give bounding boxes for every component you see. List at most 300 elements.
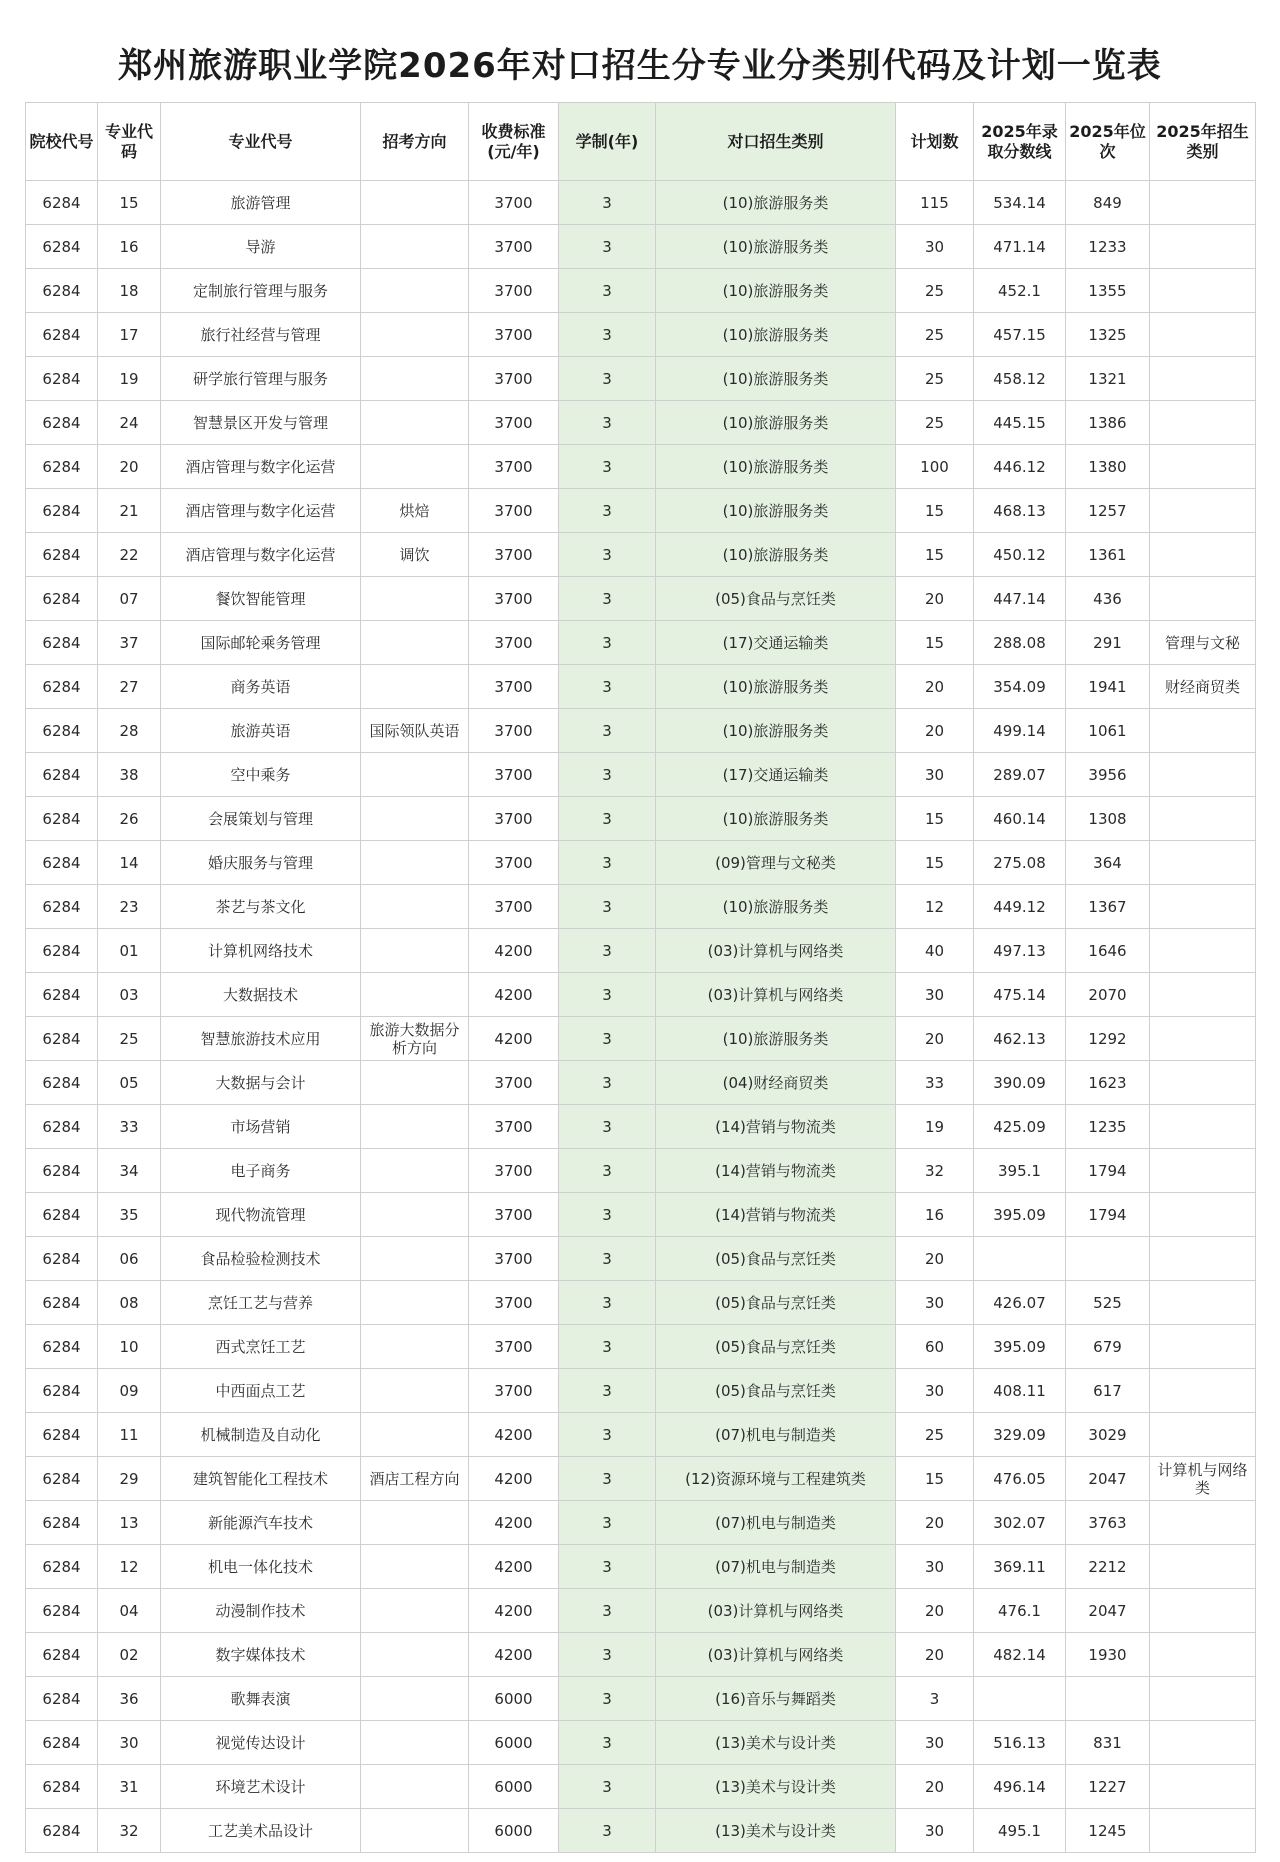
cell-category: (10)旅游服务类 <box>656 401 896 445</box>
table-row <box>26 1237 1256 1281</box>
header-major-name: 专业代号 <box>161 103 361 181</box>
cell-direction <box>361 1501 469 1545</box>
table-row <box>26 225 1256 269</box>
cell-score-2025: 468.13 <box>974 489 1066 533</box>
header-score-2025: 2025年录取分数线 <box>974 103 1066 181</box>
cell-plan: 115 <box>896 181 974 225</box>
table-row <box>26 533 1256 577</box>
cell-score-2025: 329.09 <box>974 1413 1066 1457</box>
cell-category: (13)美术与设计类 <box>656 1809 896 1853</box>
cell-direction <box>361 181 469 225</box>
cell-direction <box>361 621 469 665</box>
cell-rank-2025: 2212 <box>1066 1545 1150 1589</box>
cell-direction <box>361 1237 469 1281</box>
cell-duration: 3 <box>559 797 656 841</box>
cell-type-2025 <box>1150 1501 1256 1545</box>
table-row <box>26 885 1256 929</box>
cell-rank-2025: 1235 <box>1066 1105 1150 1149</box>
cell-rank-2025: 1794 <box>1066 1149 1150 1193</box>
cell-fee: 3700 <box>469 357 559 401</box>
table-row <box>26 1457 1256 1501</box>
table-row <box>26 929 1256 973</box>
cell-school-code: 6284 <box>26 885 98 929</box>
cell-school-code: 6284 <box>26 1545 98 1589</box>
cell-major-name: 中西面点工艺 <box>161 1369 361 1413</box>
cell-duration: 3 <box>559 1809 656 1853</box>
cell-fee: 4200 <box>469 929 559 973</box>
cell-duration: 3 <box>559 665 656 709</box>
cell-school-code: 6284 <box>26 1149 98 1193</box>
cell-type-2025 <box>1150 1809 1256 1853</box>
cell-major-code: 24 <box>98 401 161 445</box>
cell-duration: 3 <box>559 1105 656 1149</box>
cell-rank-2025: 1257 <box>1066 489 1150 533</box>
cell-direction <box>361 1721 469 1765</box>
cell-score-2025: 450.12 <box>974 533 1066 577</box>
cell-type-2025 <box>1150 841 1256 885</box>
cell-direction <box>361 1765 469 1809</box>
cell-major-name: 酒店管理与数字化运营 <box>161 489 361 533</box>
cell-category: (14)营销与物流类 <box>656 1105 896 1149</box>
header-fee: 收费标准(元/年) <box>469 103 559 181</box>
cell-fee: 6000 <box>469 1677 559 1721</box>
cell-type-2025 <box>1150 709 1256 753</box>
cell-category: (05)食品与烹饪类 <box>656 1281 896 1325</box>
cell-type-2025 <box>1150 1061 1256 1105</box>
cell-category: (10)旅游服务类 <box>656 797 896 841</box>
table-row <box>26 1281 1256 1325</box>
cell-school-code: 6284 <box>26 533 98 577</box>
cell-school-code: 6284 <box>26 1501 98 1545</box>
cell-type-2025 <box>1150 1149 1256 1193</box>
cell-rank-2025: 1623 <box>1066 1061 1150 1105</box>
cell-type-2025 <box>1150 1325 1256 1369</box>
cell-type-2025 <box>1150 313 1256 357</box>
cell-type-2025 <box>1150 1413 1256 1457</box>
cell-school-code: 6284 <box>26 577 98 621</box>
cell-major-name: 建筑智能化工程技术 <box>161 1457 361 1501</box>
cell-fee: 3700 <box>469 489 559 533</box>
table-row <box>26 1193 1256 1237</box>
cell-plan: 30 <box>896 225 974 269</box>
cell-duration: 3 <box>559 1501 656 1545</box>
cell-plan: 60 <box>896 1325 974 1369</box>
cell-rank-2025: 525 <box>1066 1281 1150 1325</box>
cell-major-name: 旅行社经营与管理 <box>161 313 361 357</box>
cell-score-2025: 369.11 <box>974 1545 1066 1589</box>
table-row <box>26 973 1256 1017</box>
cell-direction <box>361 401 469 445</box>
cell-score-2025: 390.09 <box>974 1061 1066 1105</box>
cell-major-code: 25 <box>98 1017 161 1061</box>
cell-score-2025: 476.05 <box>974 1457 1066 1501</box>
cell-rank-2025: 3029 <box>1066 1413 1150 1457</box>
cell-major-name: 定制旅行管理与服务 <box>161 269 361 313</box>
table-row <box>26 357 1256 401</box>
cell-type-2025 <box>1150 225 1256 269</box>
table-row <box>26 1677 1256 1721</box>
header-type-2025: 2025年招生类别 <box>1150 103 1256 181</box>
cell-duration: 3 <box>559 709 656 753</box>
table-row <box>26 797 1256 841</box>
cell-duration: 3 <box>559 1237 656 1281</box>
table-row <box>26 489 1256 533</box>
cell-major-name: 旅游管理 <box>161 181 361 225</box>
cell-category: (10)旅游服务类 <box>656 533 896 577</box>
cell-duration: 3 <box>559 1545 656 1589</box>
cell-score-2025: 534.14 <box>974 181 1066 225</box>
cell-category: (10)旅游服务类 <box>656 489 896 533</box>
cell-direction: 旅游大数据分析方向 <box>361 1017 469 1061</box>
cell-plan: 33 <box>896 1061 974 1105</box>
cell-fee: 4200 <box>469 1545 559 1589</box>
cell-type-2025 <box>1150 357 1256 401</box>
cell-major-code: 29 <box>98 1457 161 1501</box>
cell-major-name: 机械制造及自动化 <box>161 1413 361 1457</box>
cell-rank-2025: 2070 <box>1066 973 1150 1017</box>
cell-major-code: 38 <box>98 753 161 797</box>
cell-plan: 30 <box>896 973 974 1017</box>
cell-rank-2025: 1361 <box>1066 533 1150 577</box>
cell-plan: 19 <box>896 1105 974 1149</box>
cell-direction <box>361 841 469 885</box>
cell-direction <box>361 1589 469 1633</box>
cell-type-2025 <box>1150 445 1256 489</box>
cell-plan: 15 <box>896 621 974 665</box>
cell-major-name: 市场营销 <box>161 1105 361 1149</box>
cell-major-name: 大数据技术 <box>161 973 361 1017</box>
cell-duration: 3 <box>559 753 656 797</box>
cell-score-2025: 482.14 <box>974 1633 1066 1677</box>
cell-major-code: 23 <box>98 885 161 929</box>
cell-type-2025 <box>1150 973 1256 1017</box>
cell-rank-2025: 1308 <box>1066 797 1150 841</box>
cell-rank-2025: 1321 <box>1066 357 1150 401</box>
cell-plan: 25 <box>896 269 974 313</box>
cell-major-code: 33 <box>98 1105 161 1149</box>
table-row <box>26 1061 1256 1105</box>
cell-plan: 12 <box>896 885 974 929</box>
cell-score-2025: 289.07 <box>974 753 1066 797</box>
cell-school-code: 6284 <box>26 1413 98 1457</box>
cell-fee: 3700 <box>469 1149 559 1193</box>
cell-direction <box>361 445 469 489</box>
cell-fee: 3700 <box>469 1193 559 1237</box>
cell-category: (07)机电与制造类 <box>656 1545 896 1589</box>
cell-school-code: 6284 <box>26 753 98 797</box>
cell-type-2025 <box>1150 489 1256 533</box>
cell-rank-2025: 3956 <box>1066 753 1150 797</box>
cell-rank-2025: 1367 <box>1066 885 1150 929</box>
cell-major-name: 餐饮智能管理 <box>161 577 361 621</box>
cell-plan: 25 <box>896 401 974 445</box>
cell-duration: 3 <box>559 1677 656 1721</box>
cell-type-2025 <box>1150 533 1256 577</box>
cell-type-2025 <box>1150 1193 1256 1237</box>
cell-type-2025 <box>1150 1281 1256 1325</box>
cell-school-code: 6284 <box>26 1677 98 1721</box>
cell-direction <box>361 1369 469 1413</box>
cell-fee: 3700 <box>469 1325 559 1369</box>
cell-category: (10)旅游服务类 <box>656 445 896 489</box>
cell-direction: 酒店工程方向 <box>361 1457 469 1501</box>
table-row <box>26 1721 1256 1765</box>
cell-major-code: 26 <box>98 797 161 841</box>
cell-type-2025 <box>1150 401 1256 445</box>
cell-major-code: 37 <box>98 621 161 665</box>
cell-category: (14)营销与物流类 <box>656 1193 896 1237</box>
cell-fee: 4200 <box>469 1017 559 1061</box>
cell-major-name: 歌舞表演 <box>161 1677 361 1721</box>
cell-fee: 6000 <box>469 1721 559 1765</box>
header-rank-2025: 2025年位次 <box>1066 103 1150 181</box>
table-row <box>26 665 1256 709</box>
cell-major-code: 07 <box>98 577 161 621</box>
cell-rank-2025: 1325 <box>1066 313 1150 357</box>
cell-category: (05)食品与烹饪类 <box>656 1237 896 1281</box>
cell-category: (10)旅游服务类 <box>656 709 896 753</box>
cell-direction <box>361 1545 469 1589</box>
cell-major-code: 22 <box>98 533 161 577</box>
cell-score-2025: 449.12 <box>974 885 1066 929</box>
cell-school-code: 6284 <box>26 841 98 885</box>
cell-major-code: 28 <box>98 709 161 753</box>
cell-category: (03)计算机与网络类 <box>656 929 896 973</box>
cell-plan: 30 <box>896 1545 974 1589</box>
table-row <box>26 841 1256 885</box>
cell-score-2025: 516.13 <box>974 1721 1066 1765</box>
cell-type-2025 <box>1150 1765 1256 1809</box>
cell-major-code: 05 <box>98 1061 161 1105</box>
cell-category: (10)旅游服务类 <box>656 181 896 225</box>
cell-major-code: 16 <box>98 225 161 269</box>
cell-rank-2025: 1245 <box>1066 1809 1150 1853</box>
cell-rank-2025: 617 <box>1066 1369 1150 1413</box>
cell-duration: 3 <box>559 533 656 577</box>
cell-major-name: 新能源汽车技术 <box>161 1501 361 1545</box>
cell-category: (04)财经商贸类 <box>656 1061 896 1105</box>
enrollment-plan-table <box>25 102 1256 1853</box>
cell-category: (05)食品与烹饪类 <box>656 577 896 621</box>
cell-major-code: 06 <box>98 1237 161 1281</box>
cell-fee: 3700 <box>469 797 559 841</box>
table-row <box>26 1369 1256 1413</box>
table-row <box>26 1545 1256 1589</box>
cell-category: (10)旅游服务类 <box>656 269 896 313</box>
cell-major-code: 32 <box>98 1809 161 1853</box>
cell-direction <box>361 1809 469 1853</box>
cell-plan: 20 <box>896 1017 974 1061</box>
table-row <box>26 753 1256 797</box>
cell-major-code: 13 <box>98 1501 161 1545</box>
cell-score-2025: 462.13 <box>974 1017 1066 1061</box>
cell-rank-2025: 2047 <box>1066 1589 1150 1633</box>
cell-plan: 25 <box>896 357 974 401</box>
cell-school-code: 6284 <box>26 313 98 357</box>
cell-fee: 3700 <box>469 225 559 269</box>
cell-duration: 3 <box>559 1765 656 1809</box>
cell-category: (07)机电与制造类 <box>656 1501 896 1545</box>
cell-major-name: 西式烹饪工艺 <box>161 1325 361 1369</box>
cell-plan: 20 <box>896 1589 974 1633</box>
cell-direction <box>361 1677 469 1721</box>
cell-duration: 3 <box>559 1281 656 1325</box>
cell-rank-2025: 1941 <box>1066 665 1150 709</box>
cell-category: (03)计算机与网络类 <box>656 973 896 1017</box>
cell-duration: 3 <box>559 1721 656 1765</box>
cell-major-name: 酒店管理与数字化运营 <box>161 533 361 577</box>
cell-direction <box>361 1105 469 1149</box>
cell-category: (13)美术与设计类 <box>656 1721 896 1765</box>
cell-plan: 20 <box>896 1765 974 1809</box>
header-plan: 计划数 <box>896 103 974 181</box>
cell-major-code: 01 <box>98 929 161 973</box>
cell-duration: 3 <box>559 1589 656 1633</box>
cell-direction: 调饮 <box>361 533 469 577</box>
cell-category: (10)旅游服务类 <box>656 313 896 357</box>
cell-score-2025: 302.07 <box>974 1501 1066 1545</box>
cell-school-code: 6284 <box>26 1369 98 1413</box>
cell-plan: 25 <box>896 1413 974 1457</box>
cell-school-code: 6284 <box>26 1721 98 1765</box>
table-row <box>26 1589 1256 1633</box>
cell-major-name: 智慧旅游技术应用 <box>161 1017 361 1061</box>
table-row <box>26 1105 1256 1149</box>
header-duration: 学制(年) <box>559 103 656 181</box>
cell-major-code: 18 <box>98 269 161 313</box>
cell-score-2025: 497.13 <box>974 929 1066 973</box>
cell-major-code: 02 <box>98 1633 161 1677</box>
cell-school-code: 6284 <box>26 181 98 225</box>
cell-type-2025 <box>1150 1589 1256 1633</box>
cell-score-2025: 496.14 <box>974 1765 1066 1809</box>
header-major-code: 专业代码 <box>98 103 161 181</box>
cell-direction <box>361 753 469 797</box>
cell-plan: 30 <box>896 1281 974 1325</box>
cell-school-code: 6284 <box>26 1633 98 1677</box>
cell-major-code: 03 <box>98 973 161 1017</box>
cell-major-code: 15 <box>98 181 161 225</box>
table-row <box>26 1633 1256 1677</box>
cell-plan: 30 <box>896 753 974 797</box>
cell-duration: 3 <box>559 1325 656 1369</box>
cell-major-name: 智慧景区开发与管理 <box>161 401 361 445</box>
cell-rank-2025: 1380 <box>1066 445 1150 489</box>
cell-plan: 30 <box>896 1809 974 1853</box>
cell-direction <box>361 885 469 929</box>
cell-type-2025 <box>1150 1017 1256 1061</box>
cell-plan: 20 <box>896 1633 974 1677</box>
cell-category: (10)旅游服务类 <box>656 885 896 929</box>
cell-school-code: 6284 <box>26 621 98 665</box>
cell-major-name: 商务英语 <box>161 665 361 709</box>
cell-rank-2025: 1930 <box>1066 1633 1150 1677</box>
cell-score-2025: 458.12 <box>974 357 1066 401</box>
cell-category: (12)资源环境与工程建筑类 <box>656 1457 896 1501</box>
cell-school-code: 6284 <box>26 1809 98 1853</box>
cell-school-code: 6284 <box>26 929 98 973</box>
cell-school-code: 6284 <box>26 225 98 269</box>
cell-rank-2025: 1355 <box>1066 269 1150 313</box>
cell-duration: 3 <box>559 445 656 489</box>
cell-score-2025 <box>974 1677 1066 1721</box>
cell-fee: 4200 <box>469 1413 559 1457</box>
cell-fee: 3700 <box>469 1369 559 1413</box>
cell-score-2025: 499.14 <box>974 709 1066 753</box>
cell-category: (14)营销与物流类 <box>656 1149 896 1193</box>
cell-major-name: 酒店管理与数字化运营 <box>161 445 361 489</box>
cell-major-name: 工艺美术品设计 <box>161 1809 361 1853</box>
cell-category: (10)旅游服务类 <box>656 1017 896 1061</box>
cell-direction <box>361 225 469 269</box>
cell-major-code: 19 <box>98 357 161 401</box>
cell-type-2025 <box>1150 1545 1256 1589</box>
table-header-row <box>26 103 1256 181</box>
cell-rank-2025 <box>1066 1677 1150 1721</box>
cell-duration: 3 <box>559 225 656 269</box>
cell-duration: 3 <box>559 1633 656 1677</box>
cell-score-2025: 354.09 <box>974 665 1066 709</box>
cell-school-code: 6284 <box>26 665 98 709</box>
cell-plan: 20 <box>896 665 974 709</box>
cell-duration: 3 <box>559 929 656 973</box>
cell-school-code: 6284 <box>26 269 98 313</box>
cell-duration: 3 <box>559 1149 656 1193</box>
cell-category: (03)计算机与网络类 <box>656 1633 896 1677</box>
cell-plan: 15 <box>896 797 974 841</box>
cell-major-code: 30 <box>98 1721 161 1765</box>
cell-school-code: 6284 <box>26 1105 98 1149</box>
cell-fee: 3700 <box>469 313 559 357</box>
cell-rank-2025: 2047 <box>1066 1457 1150 1501</box>
cell-category: (13)美术与设计类 <box>656 1765 896 1809</box>
cell-fee: 4200 <box>469 1589 559 1633</box>
cell-major-name: 烹饪工艺与营养 <box>161 1281 361 1325</box>
cell-plan: 3 <box>896 1677 974 1721</box>
cell-category: (10)旅游服务类 <box>656 665 896 709</box>
cell-major-code: 31 <box>98 1765 161 1809</box>
cell-type-2025 <box>1150 1721 1256 1765</box>
cell-school-code: 6284 <box>26 1765 98 1809</box>
header-category: 对口招生类别 <box>656 103 896 181</box>
cell-direction <box>361 1281 469 1325</box>
cell-major-code: 27 <box>98 665 161 709</box>
cell-major-name: 婚庆服务与管理 <box>161 841 361 885</box>
cell-school-code: 6284 <box>26 1325 98 1369</box>
table-row <box>26 269 1256 313</box>
cell-rank-2025: 679 <box>1066 1325 1150 1369</box>
cell-direction <box>361 797 469 841</box>
cell-category: (05)食品与烹饪类 <box>656 1325 896 1369</box>
cell-major-name: 现代物流管理 <box>161 1193 361 1237</box>
cell-category: (09)管理与文秘类 <box>656 841 896 885</box>
table-row <box>26 1149 1256 1193</box>
cell-school-code: 6284 <box>26 797 98 841</box>
cell-plan: 32 <box>896 1149 974 1193</box>
table-row <box>26 1413 1256 1457</box>
cell-major-code: 09 <box>98 1369 161 1413</box>
cell-type-2025 <box>1150 181 1256 225</box>
cell-direction <box>361 269 469 313</box>
page-title: 郑州旅游职业学院2026年对口招生分专业分类别代码及计划一览表 <box>118 46 1162 86</box>
cell-direction: 烘焙 <box>361 489 469 533</box>
cell-rank-2025: 3763 <box>1066 1501 1150 1545</box>
cell-duration: 3 <box>559 885 656 929</box>
cell-category: (17)交通运输类 <box>656 753 896 797</box>
cell-rank-2025: 1386 <box>1066 401 1150 445</box>
cell-score-2025: 446.12 <box>974 445 1066 489</box>
cell-direction <box>361 1149 469 1193</box>
